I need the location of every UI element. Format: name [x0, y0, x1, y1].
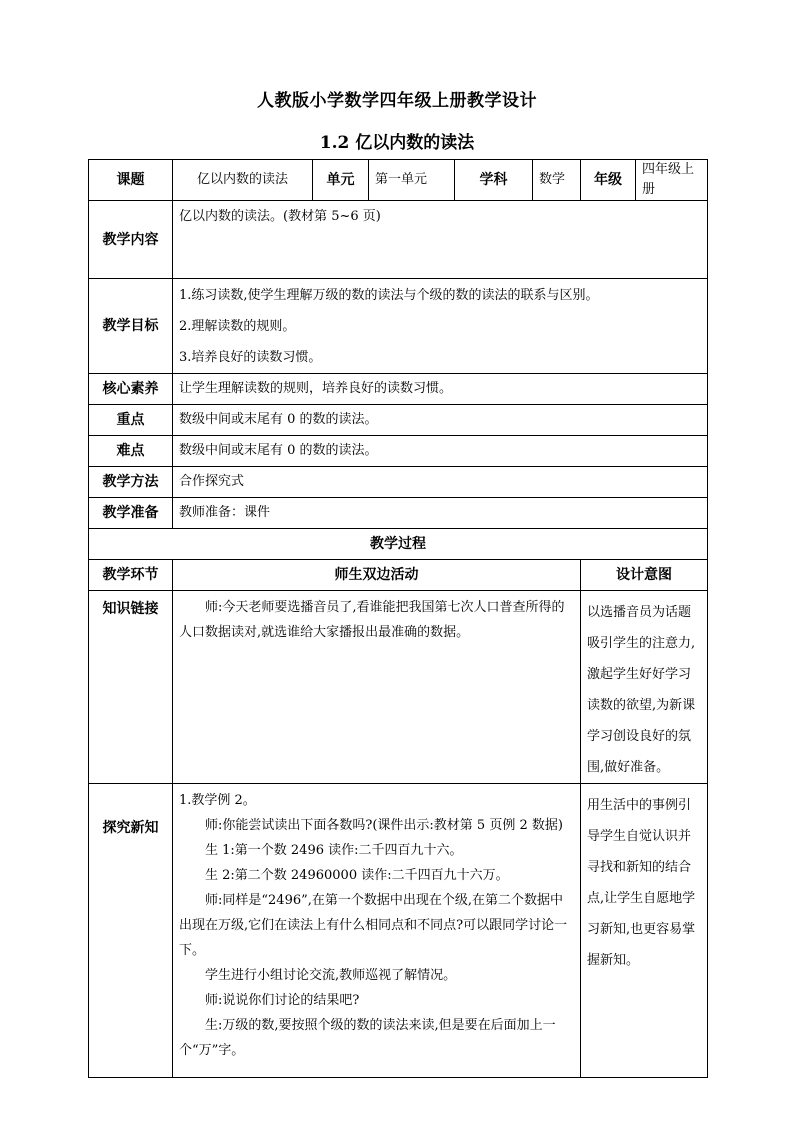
prep-value: 教师准备：课件 — [173, 498, 708, 529]
lesson-plan-table — [88, 159, 708, 1078]
goal-item: 2.理解读数的规则。 — [179, 318, 296, 334]
section-activity — [173, 591, 581, 784]
process-title-row — [89, 529, 708, 560]
content-row — [89, 201, 708, 279]
method-value: 合作探究式 — [173, 467, 708, 498]
activity-paragraph: 学生进行小组讨论交流,教师巡视了解情况。 — [205, 968, 457, 983]
core-row — [89, 374, 708, 405]
goals-label: 教学目标 — [89, 279, 173, 374]
activity-paragraph: 1.教学例 2。 — [179, 793, 256, 808]
core-label: 核心素养 — [89, 374, 173, 405]
content-label: 教学内容 — [89, 201, 173, 279]
activity-paragraph: 生 2:第二个数 24960000 读作:二千四百九十六万。 — [205, 868, 509, 883]
grade-label: 年级 — [581, 160, 636, 201]
activity-paragraph: 师:说说你们讨论的结果吧? — [205, 993, 360, 1008]
process-col-stage: 教学环节 — [89, 560, 173, 591]
topic-value: 亿以内数的读法 — [173, 160, 313, 201]
unit-value: 第一单元 — [369, 160, 455, 201]
goals-list — [173, 279, 708, 374]
process-col-intent: 设计意图 — [581, 560, 708, 591]
goals-row — [89, 279, 708, 374]
activity-paragraph: 师:同样是“2496”,在第一个数据中出现在个级,在第二个数据中出现在万级,它们在读法上有什么相同点和不同点?可以跟同学讨论一下。 — [179, 893, 568, 958]
content-value: 亿以内数的读法。(教材第 5~6 页) — [173, 201, 708, 279]
section-intent: 用生活中的事例引导学生自觉认识并寻找和新知的结合点,让学生自愿地学习新知,也更容易掌握新知。 — [581, 784, 708, 1078]
lesson-title: 1.2 亿以内数的读法 — [319, 133, 475, 153]
prep-row — [89, 498, 708, 529]
core-value: 让学生理解读数的规则，培养良好的读数习惯。 — [173, 374, 708, 405]
unit-label: 单元 — [313, 160, 369, 201]
document-title: 人教版小学数学四年级上册教学设计 — [257, 91, 537, 111]
subject-label: 学科 — [455, 160, 533, 201]
section-activity — [173, 784, 581, 1078]
section-row-knowledge-link — [89, 591, 708, 784]
info-row — [89, 160, 708, 201]
topic-label: 课题 — [89, 160, 173, 201]
process-col-activity: 师生双边活动 — [173, 560, 581, 591]
difficulty-row — [89, 436, 708, 467]
process-title: 教学过程 — [89, 529, 708, 560]
key-row — [89, 405, 708, 436]
activity-paragraph: 师:今天老师要选播音员了,看谁能把我国第七次人口普查所得的人口数据读对,就选谁给大家播报出最准确的数据。 — [179, 600, 565, 640]
subject-value: 数学 — [533, 160, 581, 201]
difficulty-value: 数级中间或末尾有 0 的数的读法。 — [173, 436, 708, 467]
section-label: 探究新知 — [89, 784, 173, 1078]
key-value: 数级中间或末尾有 0 的数的读法。 — [173, 405, 708, 436]
activity-paragraph: 生:万级的数,要按照个级的数的读法来读,但是要在后面加上一个“万”字。 — [179, 1018, 556, 1058]
grade-value: 四年级上册 — [636, 160, 708, 201]
difficulty-label: 难点 — [89, 436, 173, 467]
activity-paragraph: 生 1:第一个数 2496 读作:二千四百九十六。 — [205, 843, 463, 858]
method-label: 教学方法 — [89, 467, 173, 498]
key-label: 重点 — [89, 405, 173, 436]
process-header-row — [89, 560, 708, 591]
method-row — [89, 467, 708, 498]
prep-label: 教学准备 — [89, 498, 173, 529]
goal-item: 1.练习读数,使学生理解万级的数的读法与个级的数的读法的联系与区别。 — [179, 287, 599, 303]
goal-item: 3.培养良好的读数习惯。 — [179, 349, 322, 365]
section-label: 知识链接 — [89, 591, 173, 784]
section-intent: 以选播音员为话题吸引学生的注意力,激起学生好好学习读数的欲望,为新课学习创设良好的氛围,做好准备。 — [581, 591, 708, 784]
section-row-explore — [89, 784, 708, 1078]
activity-paragraph: 师:你能尝试读出下面各数吗?(课件出示:教材第 5 页例 2 数据) — [205, 818, 563, 833]
